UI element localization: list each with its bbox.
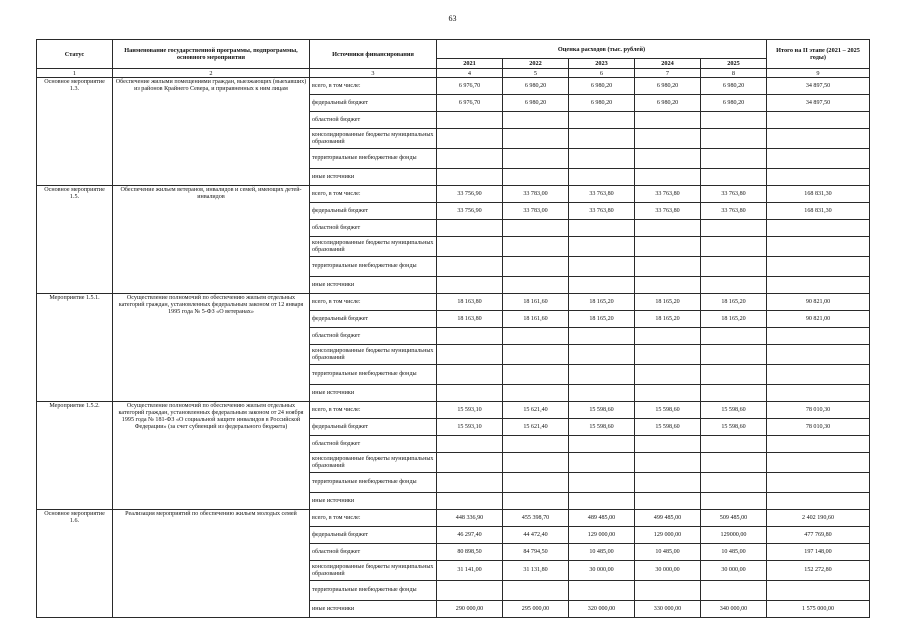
year-value-cell [437,345,503,365]
year-value-cell: 6 980,20 [635,78,701,95]
year-value-cell: 290 000,00 [437,601,503,618]
year-value-cell: 330 000,00 [635,601,701,618]
year-value-cell [437,436,503,453]
year-value-cell: 33 763,80 [635,203,701,220]
total-value-cell: 477 769,80 [767,527,870,544]
year-value-cell [701,237,767,257]
funding-source-cell: иные источники [310,493,437,510]
funding-source-cell: областной бюджет [310,112,437,129]
year-value-cell [701,453,767,473]
year-value-cell [701,493,767,510]
total-value-cell: 78 010,30 [767,402,870,419]
funding-source-cell: иные источники [310,169,437,186]
funding-source-cell: территориальные внебюджетные фонды [310,581,437,601]
total-value-cell: 1 575 000,00 [767,601,870,618]
table-row [37,294,870,311]
year-value-cell: 6 980,20 [503,78,569,95]
year-value-cell [569,385,635,402]
year-value-cell: 18 163,80 [437,311,503,328]
year-value-cell [569,169,635,186]
header-year: 2025 [701,59,767,69]
year-value-cell [635,581,701,601]
year-value-cell: 18 165,20 [701,294,767,311]
year-value-cell [437,365,503,385]
table-row [37,510,870,527]
year-value-cell: 15 621,40 [503,419,569,436]
year-value-cell [635,277,701,294]
year-value-cell [503,257,569,277]
status-cell: Мероприятие 1.5.2. [37,402,113,510]
year-value-cell: 320 000,00 [569,601,635,618]
year-value-cell: 33 783,00 [503,186,569,203]
year-value-cell [569,493,635,510]
year-value-cell: 6 976,70 [437,95,503,112]
year-value-cell: 46 297,40 [437,527,503,544]
year-value-cell: 33 763,80 [701,203,767,220]
year-value-cell: 15 598,60 [701,419,767,436]
column-number: 1 [37,69,113,78]
year-value-cell: 84 794,50 [503,544,569,561]
table-row [37,186,870,203]
header-name: Наименование государственной программы, подпрограммы, основного мероприятия [113,40,310,69]
year-value-cell: 10 485,00 [569,544,635,561]
header-status: Статус [37,40,113,69]
year-value-cell [635,220,701,237]
year-value-cell [701,385,767,402]
year-value-cell: 33 763,80 [701,186,767,203]
year-value-cell: 6 980,20 [635,95,701,112]
program-name-cell: Обеспечение жильем ветеранов, инвалидов и семей, имеющих детей-инвалидов [113,186,310,294]
year-value-cell [503,365,569,385]
year-value-cell: 6 976,70 [437,78,503,95]
year-value-cell [701,257,767,277]
program-name-cell: Осуществление полномочий по обеспечению жильем отдельных категорий граждан, установленных федеральным законом от 24 ноября 1995 года № 181-ФЗ «О социальной защите инвалидов в Российской Федерации» (за счет субвенций из федерального бюджета) [113,402,310,510]
year-value-cell: 6 980,20 [701,78,767,95]
year-value-cell: 15 621,40 [503,402,569,419]
year-value-cell: 18 165,20 [569,311,635,328]
total-value-cell [767,365,870,385]
year-value-cell [701,220,767,237]
column-number: 4 [437,69,503,78]
funding-source-cell: консолидированные бюджеты муниципальных образований [310,453,437,473]
total-value-cell: 90 821,00 [767,311,870,328]
total-value-cell [767,473,870,493]
year-value-cell: 6 980,20 [503,95,569,112]
year-value-cell: 80 898,50 [437,544,503,561]
year-value-cell: 33 756,90 [437,186,503,203]
funding-source-cell: консолидированные бюджеты муниципальных образований [310,237,437,257]
year-value-cell [437,385,503,402]
year-value-cell [701,436,767,453]
year-value-cell: 340 000,00 [701,601,767,618]
year-value-cell [569,328,635,345]
page-number: 63 [448,14,457,23]
year-value-cell: 6 980,20 [701,95,767,112]
year-value-cell [437,169,503,186]
year-value-cell: 6 980,20 [569,78,635,95]
total-value-cell [767,345,870,365]
year-value-cell: 18 161,60 [503,294,569,311]
year-value-cell: 33 763,80 [569,203,635,220]
table-row [37,78,870,95]
header-estimate: Оценка расходов (тыс. рублей) [437,40,767,59]
year-value-cell: 15 598,60 [569,419,635,436]
year-value-cell: 129 000,00 [569,527,635,544]
year-value-cell [635,257,701,277]
year-value-cell [701,169,767,186]
year-value-cell [701,277,767,294]
funding-source-cell: консолидированные бюджеты муниципальных образований [310,561,437,581]
table-body [37,78,870,618]
total-value-cell [767,493,870,510]
year-value-cell: 31 131,80 [503,561,569,581]
funding-source-cell: всего, в том числе: [310,78,437,95]
year-value-cell [569,257,635,277]
year-value-cell [635,112,701,129]
column-number: 9 [767,69,870,78]
year-value-cell [503,169,569,186]
funding-source-cell: областной бюджет [310,328,437,345]
year-value-cell [569,473,635,493]
year-value-cell: 33 763,80 [635,186,701,203]
year-value-cell [503,112,569,129]
year-value-cell: 18 165,20 [635,294,701,311]
funding-source-cell: консолидированные бюджеты муниципальных образований [310,345,437,365]
year-value-cell [503,129,569,149]
total-value-cell [767,453,870,473]
year-value-cell [635,473,701,493]
year-value-cell [635,436,701,453]
column-number: 3 [310,69,437,78]
total-value-cell: 2 402 190,60 [767,510,870,527]
funding-source-cell: всего, в том числе: [310,294,437,311]
status-cell: Основное мероприятие 1.5. [37,186,113,294]
total-value-cell [767,129,870,149]
year-value-cell [701,129,767,149]
total-value-cell [767,328,870,345]
year-value-cell [635,345,701,365]
year-value-cell [503,581,569,601]
year-value-cell [569,149,635,169]
year-value-cell: 18 165,20 [701,311,767,328]
total-value-cell [767,257,870,277]
year-value-cell [569,453,635,473]
header-year: 2021 [437,59,503,69]
year-value-cell [701,473,767,493]
column-number: 7 [635,69,701,78]
year-value-cell [503,220,569,237]
header-year: 2022 [503,59,569,69]
year-value-cell [437,220,503,237]
year-value-cell: 129 000,00 [635,527,701,544]
year-value-cell [635,493,701,510]
year-value-cell [437,112,503,129]
year-value-cell [701,581,767,601]
year-value-cell: 10 485,00 [635,544,701,561]
year-value-cell [701,328,767,345]
year-value-cell [503,493,569,510]
year-value-cell [503,277,569,294]
year-value-cell [569,345,635,365]
year-value-cell [635,149,701,169]
year-value-cell [635,365,701,385]
program-name-cell: Обеспечение жилыми помещениями граждан, выезжающих (выехавших) из районов Крайнего Севера, и приравненных к ним лицам [113,78,310,186]
year-value-cell: 15 598,60 [569,402,635,419]
year-value-cell [701,149,767,169]
year-value-cell [569,581,635,601]
year-value-cell: 33 763,80 [569,186,635,203]
funding-source-cell: областной бюджет [310,220,437,237]
year-value-cell: 33 756,90 [437,203,503,220]
year-value-cell: 18 165,20 [635,311,701,328]
year-value-cell: 30 000,00 [701,561,767,581]
year-value-cell [635,328,701,345]
year-value-cell: 30 000,00 [635,561,701,581]
year-value-cell: 15 598,60 [635,402,701,419]
year-value-cell [569,220,635,237]
year-value-cell [635,385,701,402]
year-value-cell [635,169,701,186]
total-value-cell: 90 821,00 [767,294,870,311]
total-value-cell [767,169,870,186]
table-row [37,402,870,419]
total-value-cell [767,385,870,402]
budget-table [36,39,870,618]
year-value-cell [437,473,503,493]
year-value-cell: 489 485,00 [569,510,635,527]
year-value-cell: 455 398,70 [503,510,569,527]
year-value-cell [503,149,569,169]
total-value-cell [767,277,870,294]
year-value-cell [437,581,503,601]
funding-source-cell: федеральный бюджет [310,311,437,328]
status-cell: Основное мероприятие 1.6. [37,510,113,618]
year-value-cell: 129000,00 [701,527,767,544]
total-value-cell [767,220,870,237]
year-value-cell [503,385,569,402]
year-value-cell [437,149,503,169]
year-value-cell [437,129,503,149]
total-value-cell: 197 148,00 [767,544,870,561]
year-value-cell [701,345,767,365]
funding-source-cell: областной бюджет [310,436,437,453]
funding-source-cell: всего, в том числе: [310,402,437,419]
year-value-cell [437,493,503,510]
funding-source-cell: иные источники [310,601,437,618]
program-name-cell: Осуществление полномочий по обеспечению жильем отдельных категорий граждан, установленных федеральным законом от 12 января 1995 года № 5-ФЗ «О ветеранах» [113,294,310,402]
header-total: Итого на II этапе (2021 – 2025 годы) [767,40,870,69]
year-value-cell [701,365,767,385]
header-year: 2023 [569,59,635,69]
funding-source-cell: федеральный бюджет [310,203,437,220]
year-value-cell [635,129,701,149]
year-value-cell [437,328,503,345]
column-number: 5 [503,69,569,78]
year-value-cell [635,237,701,257]
funding-source-cell: территориальные внебюджетные фонды [310,149,437,169]
total-value-cell [767,237,870,257]
year-value-cell: 10 485,00 [701,544,767,561]
funding-source-cell: федеральный бюджет [310,527,437,544]
year-value-cell [569,277,635,294]
year-value-cell [569,129,635,149]
year-value-cell: 18 163,80 [437,294,503,311]
column-number: 8 [701,69,767,78]
year-value-cell: 33 783,00 [503,203,569,220]
funding-source-cell: всего, в том числе: [310,510,437,527]
total-value-cell: 152 272,80 [767,561,870,581]
year-value-cell: 448 336,90 [437,510,503,527]
column-number: 2 [113,69,310,78]
funding-source-cell: федеральный бюджет [310,419,437,436]
year-value-cell: 15 598,60 [635,419,701,436]
year-value-cell: 18 161,60 [503,311,569,328]
year-value-cell [503,453,569,473]
year-value-cell: 15 593,10 [437,419,503,436]
total-value-cell [767,149,870,169]
funding-source-cell: территориальные внебюджетные фонды [310,473,437,493]
total-value-cell [767,581,870,601]
year-value-cell [503,328,569,345]
year-value-cell: 15 598,60 [701,402,767,419]
status-cell: Мероприятие 1.5.1. [37,294,113,402]
year-value-cell: 44 472,40 [503,527,569,544]
year-value-cell: 18 165,20 [569,294,635,311]
year-value-cell [437,237,503,257]
year-value-cell [569,365,635,385]
year-value-cell: 499 485,00 [635,510,701,527]
year-value-cell: 6 980,20 [569,95,635,112]
year-value-cell: 15 593,10 [437,402,503,419]
total-value-cell: 168 831,30 [767,203,870,220]
year-value-cell [437,257,503,277]
year-value-cell [503,345,569,365]
year-value-cell [503,436,569,453]
year-value-cell [569,237,635,257]
total-value-cell: 78 010,30 [767,419,870,436]
year-value-cell [701,112,767,129]
total-value-cell: 34 897,50 [767,95,870,112]
year-value-cell [503,237,569,257]
total-value-cell [767,436,870,453]
year-value-cell [569,436,635,453]
total-value-cell: 168 831,30 [767,186,870,203]
funding-source-cell: территориальные внебюджетные фонды [310,257,437,277]
year-value-cell [437,453,503,473]
funding-source-cell: федеральный бюджет [310,95,437,112]
year-value-cell: 295 000,00 [503,601,569,618]
funding-source-cell: иные источники [310,385,437,402]
year-value-cell [503,473,569,493]
funding-source-cell: консолидированные бюджеты муниципальных образований [310,129,437,149]
status-cell: Основное мероприятие 1.3. [37,78,113,186]
year-value-cell [569,112,635,129]
funding-source-cell: территориальные внебюджетные фонды [310,365,437,385]
year-value-cell: 30 000,00 [569,561,635,581]
program-name-cell: Реализация мероприятий по обеспечению жильем молодых семей [113,510,310,618]
header-sources: Источники финансирования [310,40,437,69]
column-number: 6 [569,69,635,78]
year-value-cell [437,277,503,294]
funding-source-cell: иные источники [310,277,437,294]
header-year: 2024 [635,59,701,69]
year-value-cell: 31 141,00 [437,561,503,581]
funding-source-cell: областной бюджет [310,544,437,561]
year-value-cell [635,453,701,473]
funding-source-cell: всего, в том числе: [310,186,437,203]
total-value-cell: 34 897,50 [767,78,870,95]
year-value-cell: 509 485,00 [701,510,767,527]
total-value-cell [767,112,870,129]
